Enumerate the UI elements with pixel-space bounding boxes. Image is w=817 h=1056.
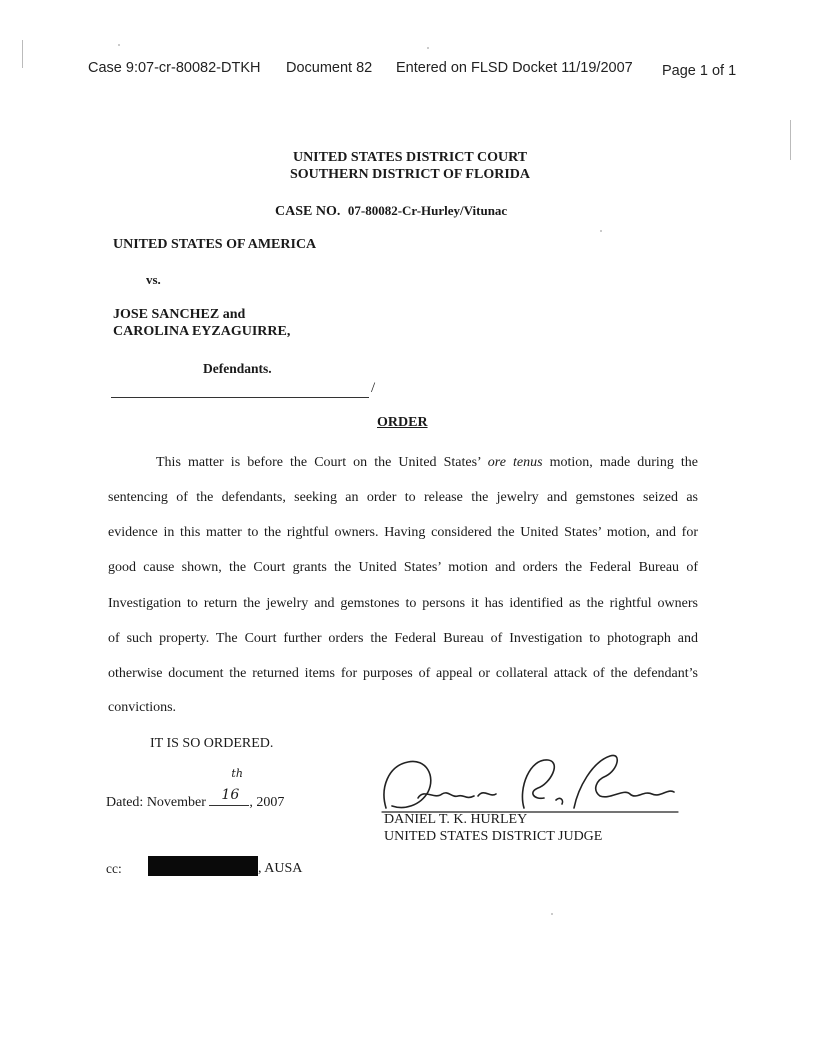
dated-day: 16 [221,787,240,803]
redaction-block [148,856,258,876]
order-body-line-5: Investigation to return the jewelry and gemstones to persons it has identified as the rightful owners [108,596,698,611]
scan-edge-mark [22,40,23,68]
order-title: ORDER [377,415,428,430]
caption-rule [111,397,369,398]
court-name: UNITED STATES DISTRICT COURT [292,150,528,165]
judge-name: DANIEL T. K. HURLEY [384,812,528,827]
court-district: SOUTHERN DISTRICT OF FLORIDA [290,167,530,182]
scan-speck [600,230,602,232]
order-body-line-3: evidence in this matter to the rightful owners. Having considered the United States’ motion, and for [108,525,698,540]
case-number-header: Case 9:07-cr-80082-DTKH [88,60,261,76]
order-body-line-2: sentencing of the defendants, seeking an order to release the jewelry and gemstones seized as [108,490,698,505]
order-body-line-1b: motion, made during the [549,455,698,470]
so-ordered: IT IS SO ORDERED. [150,736,274,751]
order-body-line-8: convictions. [108,700,177,715]
ore-tenus-term: ore tenus [487,455,543,470]
order-body-line-1 [156,455,698,471]
scan-edge-mark [790,120,791,160]
page-number-header: Page 1 of 1 [662,63,737,79]
dated-label: Dated: November [106,795,206,810]
docket-entry-header: Entered on FLSD Docket 11/19/2007 [396,60,633,76]
dated-line [106,767,285,811]
case-number-label: CASE NO. [275,204,341,219]
judge-signature [378,748,688,818]
judge-title: UNITED STATES DISTRICT JUDGE [384,829,603,844]
caption-slash: / [371,380,376,396]
plaintiff-name: UNITED STATES OF AMERICA [113,237,317,252]
order-body-line-7: otherwise document the returned items for purposes of appeal or collateral attack of the defendant’s [108,666,698,681]
document-number-header: Document 82 [286,60,373,76]
dated-day-suffix: th [231,767,243,780]
dated-year: , 2007 [249,795,285,810]
scan-speck [118,44,120,46]
versus-label: vs. [146,272,161,287]
order-body-line-6: of such property. The Court further orders the Federal Bureau of Investigation to photograph and [108,631,698,646]
defendants-label: Defendants. [203,361,272,376]
case-number [275,203,507,220]
order-body-line-1a: This matter is before the Court on the United States’ [156,455,481,470]
dated-day-blank [209,767,249,806]
scan-speck [551,913,553,915]
scan-speck [427,47,429,49]
defendant-1-name: JOSE SANCHEZ and [113,307,246,322]
cc-suffix: , AUSA [258,861,303,876]
order-body-line-4: good cause shown, the Court grants the United States’ motion and orders the Federal Bureau of [108,560,698,575]
defendant-2-name: CAROLINA EYZAGUIRRE, [113,324,291,339]
case-number-value: 07-80082-Cr-Hurley/Vitunac [347,203,508,218]
cc-label: cc: [106,861,122,876]
